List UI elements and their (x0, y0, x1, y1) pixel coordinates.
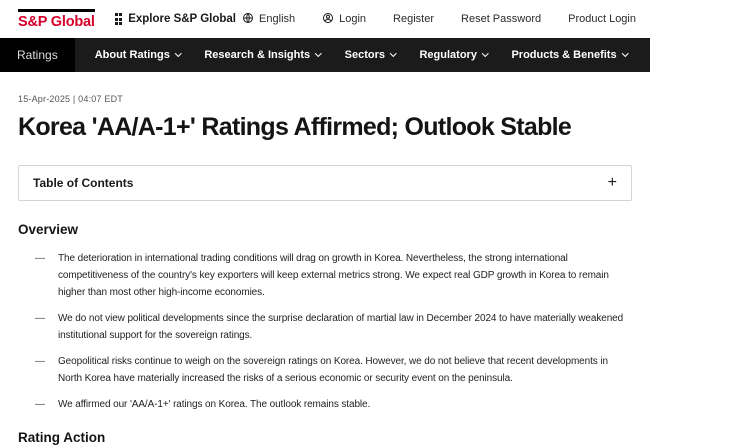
nav-item-sectors[interactable] (345, 49, 396, 61)
explore-sp-global-button[interactable] (115, 13, 236, 25)
chevron-down-icon (622, 50, 628, 56)
grid-icon (115, 13, 123, 25)
topbar-right (242, 12, 636, 27)
nav-item-label: Regulatory (419, 49, 477, 61)
list-item (35, 310, 632, 344)
bullet-text: Geopolitical risks continue to weigh on the sovereign ratings on Korea. However, we do not believe that recent developments in North Korea have materially increased the risks of a serious economic or security event on the peninsula. (58, 356, 608, 385)
reset-password-link[interactable] (461, 13, 541, 25)
product-login-link[interactable] (568, 13, 636, 25)
page-title: Korea 'AA/A-1+' Ratings Affirmed; Outlook Stable (18, 113, 572, 141)
nav-division-ratings[interactable]: Ratings (0, 38, 75, 72)
explore-label: Explore S&P Global (128, 13, 236, 25)
bullet-text: We do not view political developments since the surprise declaration of martial law in December 2024 to have materially weakened institutional support for the sovereign ratings. (58, 313, 624, 342)
top-utility-bar (0, 0, 650, 38)
toc-label: Table of Contents (33, 176, 134, 191)
list-item (35, 396, 632, 413)
nav-item-about-ratings[interactable] (95, 49, 181, 61)
login-button[interactable] (322, 12, 366, 27)
nav-item-label: Sectors (344, 49, 385, 61)
reset-password-label: Reset Password (461, 13, 542, 25)
language-selector[interactable] (242, 12, 295, 27)
search-icon (698, 45, 713, 65)
dash-icon: — (35, 399, 45, 411)
product-login-label: Product Login (568, 13, 636, 25)
globe-icon (242, 12, 254, 27)
login-label: Login (339, 13, 367, 25)
nav-item-label: About Ratings (94, 49, 170, 61)
overview-heading: Overview (18, 222, 79, 238)
chevron-down-icon (175, 50, 181, 56)
plus-icon[interactable]: + (607, 174, 617, 192)
bullet-text: We affirmed our 'AA/A-1+' ratings on Korea. The outlook remains stable. (58, 399, 371, 411)
nav-item-regulatory[interactable] (419, 49, 487, 61)
nav-item-products-benefits[interactable] (511, 49, 627, 61)
topbar-left (18, 9, 236, 30)
nav-item-label: Events (651, 49, 688, 61)
article-main (0, 94, 650, 445)
chevron-down-icon (390, 50, 396, 56)
chevron-down-icon (315, 50, 321, 56)
search-button[interactable] (698, 38, 729, 72)
dash-icon: — (35, 253, 45, 265)
nav-item-label: Research & Insights (204, 49, 311, 61)
main-nav (0, 38, 688, 72)
nav-item-research-insights[interactable] (204, 49, 320, 61)
sp-global-logo[interactable]: S&P Global (18, 9, 95, 30)
overview-bullet-list (18, 250, 632, 413)
nav-items (75, 38, 698, 72)
dash-icon: — (35, 356, 45, 368)
nav-item-events[interactable] (651, 49, 698, 61)
bullet-text: The deterioration in international trading conditions will drag on growth in Korea. Nevertheless, the strong international competitiveness of the country's key exporters will keep external metrics strong. We expect real GDP growth in Korea to remain higher than most other high-income economies. (58, 253, 609, 299)
register-link[interactable] (393, 13, 434, 25)
language-label: English (259, 13, 296, 25)
table-of-contents-accordion[interactable] (18, 165, 632, 201)
list-item (35, 250, 632, 301)
list-item (35, 353, 632, 387)
user-icon (322, 12, 334, 27)
register-label: Register (393, 13, 435, 25)
dash-icon: — (35, 313, 45, 325)
article-date: 15-Apr-2025 | 04:07 EDT (18, 94, 123, 104)
chevron-down-icon (482, 50, 488, 56)
nav-item-label: Products & Benefits (511, 49, 617, 61)
rating-action-heading: Rating Action (18, 430, 106, 445)
